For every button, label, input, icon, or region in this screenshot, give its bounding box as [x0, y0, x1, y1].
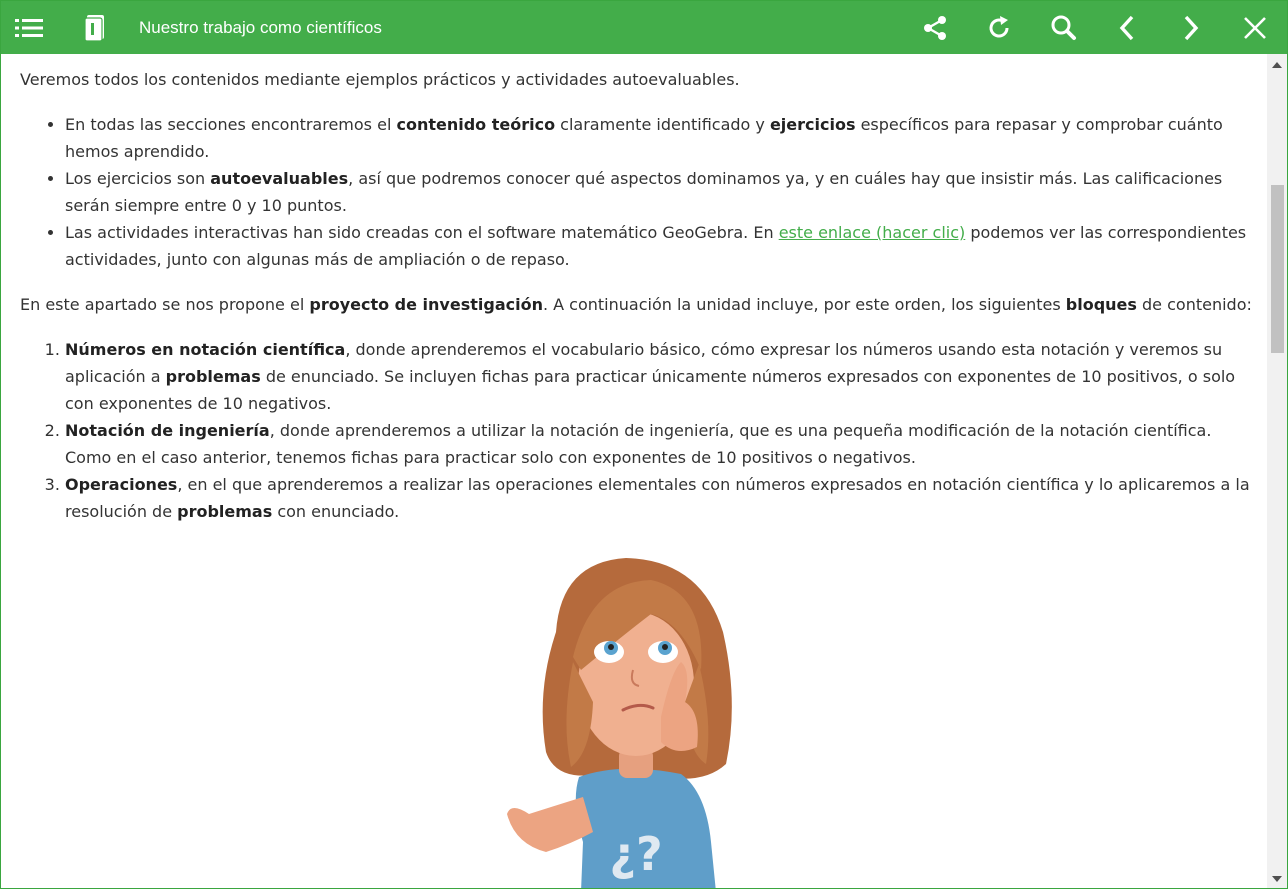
page-title: Nuestro trabajo como científicos — [139, 17, 382, 37]
text: , donde aprenderemos el vocabulario básico, cómo expresar los números usando esta notación y veremos su aplicación a — [65, 340, 1223, 386]
text: , donde aprenderemos a utilizar la notación de ingeniería, que es una pequeña modificación de la notación científica. Como en el caso anterior, tenemos fichas para practicar solo con exponentes de 10 positivos o negativos. — [65, 421, 1212, 467]
top-toolbar — [1, 1, 1287, 54]
list-item — [65, 165, 1255, 219]
list-item — [65, 111, 1255, 165]
text: . A continuación la unidad incluye, por este orden, los siguientes — [542, 295, 1066, 314]
bold-text: proyecto de investigación — [309, 295, 543, 314]
bold-text: Números en notación científica — [65, 340, 346, 359]
intro-paragraph: Veremos todos los contenidos mediante ejemplos prácticos y actividades autoevaluables. — [20, 70, 740, 89]
numbered-list — [20, 336, 1255, 525]
close-icon[interactable] — [1223, 1, 1287, 54]
list-item — [65, 336, 1255, 417]
chevron-left-icon[interactable] — [1095, 1, 1159, 54]
text: específicos para repasar y comprobar cuánto hemos aprendido. — [65, 115, 1223, 161]
text: podemos ver las correspondientes actividades, junto con algunas más de ampliación o de repaso. — [65, 223, 1247, 269]
text: En todas las secciones encontraremos el — [65, 115, 397, 134]
blocks-paragraph — [20, 291, 1255, 318]
search-icon[interactable] — [1031, 1, 1095, 54]
refresh-icon[interactable] — [967, 1, 1031, 54]
vertical-scrollbar[interactable] — [1267, 54, 1287, 888]
thinking-girl-illustration — [501, 552, 741, 888]
list-item — [65, 471, 1255, 525]
text: En este apartado se nos propone el — [20, 295, 310, 314]
text: , en el que aprenderemos a realizar las operaciones elementales con números expresados en notación científica y lo aplicaremos a la resolución de — [65, 475, 1250, 521]
book-icon[interactable] — [75, 1, 115, 54]
bold-text: problemas — [165, 367, 261, 386]
bold-text: problemas — [177, 502, 273, 521]
text: claramente identificado y — [555, 115, 770, 134]
bold-text: Notación de ingeniería — [65, 421, 270, 440]
bold-text: autoevaluables — [210, 169, 349, 188]
content-area — [1, 54, 1267, 888]
shirt-mark: ¿? — [609, 827, 663, 881]
text: de enunciado. Se incluyen fichas para practicar únicamente números expresados con exponentes de 10 positivos, o solo con exponentes de 10 negativos. — [65, 367, 1236, 413]
text: con enunciado. — [272, 502, 400, 521]
list-item — [65, 219, 1255, 273]
bold-text: contenido teórico — [396, 115, 556, 134]
share-icon[interactable] — [903, 1, 967, 54]
list-item — [65, 417, 1255, 471]
text: Las actividades interactivas han sido creadas con el software matemático GeoGebra. En — [65, 223, 779, 242]
list-icon[interactable] — [9, 1, 49, 54]
scrollbar-thumb[interactable] — [1271, 185, 1284, 353]
geogebra-link[interactable]: este enlace (hacer clic) — [778, 223, 966, 242]
text: de contenido: — [1136, 295, 1252, 314]
scroll-up-arrow-icon[interactable] — [1267, 56, 1287, 74]
chevron-right-icon[interactable] — [1159, 1, 1223, 54]
bullet-list — [20, 111, 1255, 273]
bold-text: Operaciones — [65, 475, 178, 494]
bold-text: ejercicios — [769, 115, 856, 134]
bold-text: bloques — [1065, 295, 1137, 314]
text: Los ejercicios son — [65, 169, 211, 188]
scroll-down-arrow-icon[interactable] — [1267, 870, 1287, 888]
text: , así que podremos conocer qué aspectos dominamos ya, y en cuáles hay que insistir más. Las calificaciones serán siempre entre 0 y 10 puntos. — [65, 169, 1223, 215]
